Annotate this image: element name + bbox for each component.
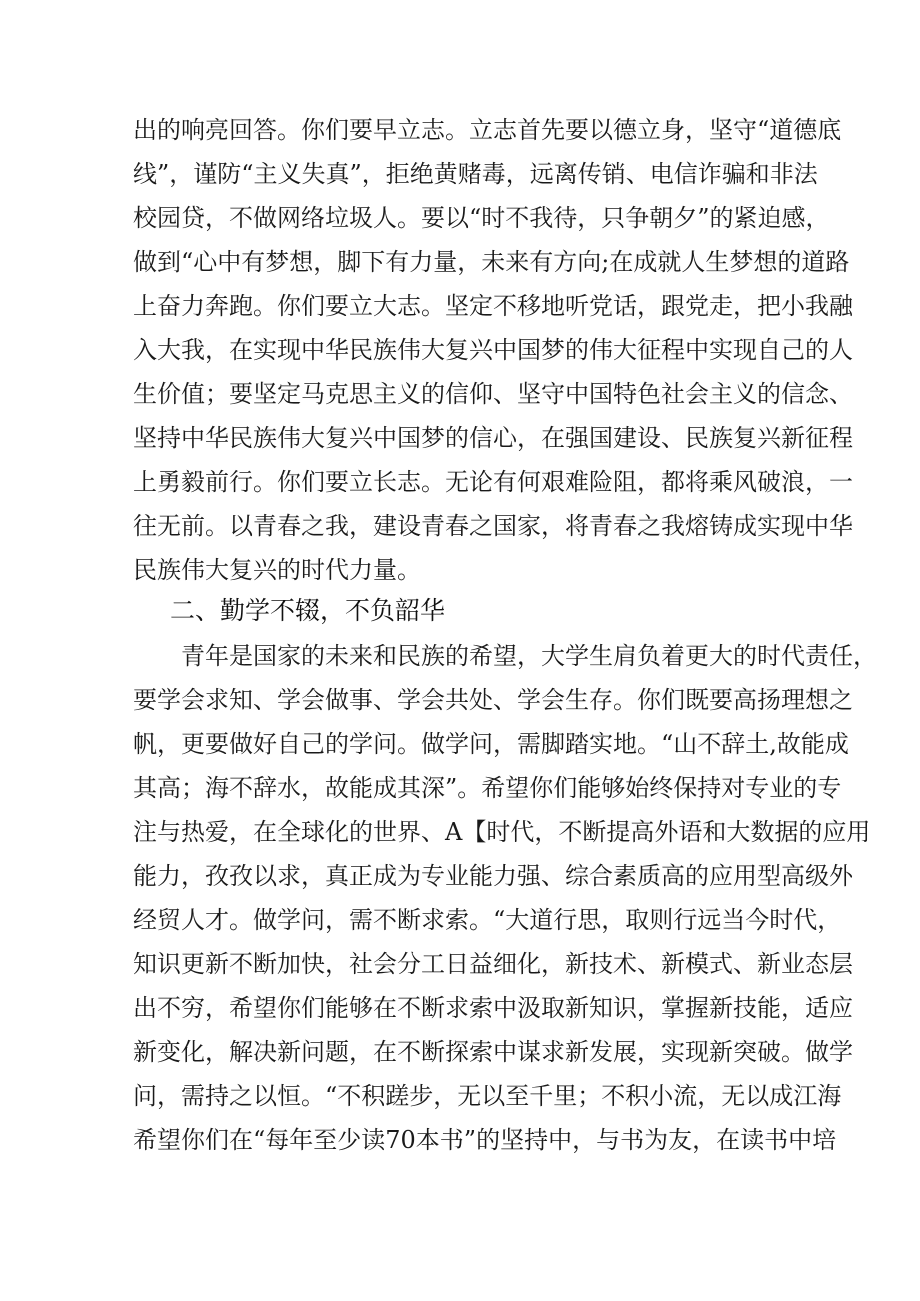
paragraph-line: 校园贷，不做网络垃圾人。要以“时不我待，只争朝夕”的紧迫感， xyxy=(133,204,830,232)
paragraph-line: 上勇毅前行。你们要立长志。无论有何艰难险阻，都将乘风破浪，一 xyxy=(133,468,853,496)
paragraph-line: 入大我，在实现中华民族伟大复兴中国梦的伟大征程中实现自己的人 xyxy=(133,336,853,364)
paragraph-line: 新变化，解决新问题，在不断探索中谋求新发展，实现新突破。做学 xyxy=(133,1038,853,1066)
paragraph-line: 能力，孜孜以求，真正成为专业能力强、综合素质高的应用型高级外 xyxy=(133,862,853,890)
paragraph-line: 往无前。以青春之我，建设青春之国家，将青春之我熔铸成实现中华 xyxy=(133,512,853,540)
paragraph-line: 做到“心中有梦想，脚下有力量，未来有方向;在成就人生梦想的道路 xyxy=(133,248,850,276)
paragraph-line: 出的响亮回答。你们要早立志。立志首先要以德立身，坚守“道德底 xyxy=(133,116,842,144)
paragraph-line: 知识更新不断加快，社会分工日益细化，新技术、新模式、新业态层 xyxy=(133,950,853,978)
paragraph-line: 坚持中华民族伟大复兴中国梦的信心，在强国建设、民族复兴新征程 xyxy=(133,424,853,452)
paragraph-line: 出不穷，希望你们能够在不断求索中汲取新知识，掌握新技能，适应 xyxy=(133,994,853,1022)
paragraph-line: 民族伟大复兴的时代力量。 xyxy=(133,556,421,584)
paragraph-line: 青年是国家的未来和民族的希望，大学生肩负着更大的时代责任， xyxy=(181,642,877,670)
paragraph-line: 希望你们在“每年至少读70本书”的坚持中，与书为友，在读书中培 xyxy=(133,1126,837,1154)
paragraph-line: 注与热爱，在全球化的世界、A【时代，不断提高外语和大数据的应用 xyxy=(133,818,871,846)
paragraph-line: 经贸人才。做学问，需不断求索。“大道行思，取则行远当今时代， xyxy=(133,906,842,934)
paragraph-line: 要学会求知、学会做事、学会共处、学会生存。你们既要高扬理想之 xyxy=(133,686,853,714)
section-heading: 二、勤学不辍，不负韶华 xyxy=(170,596,446,625)
paragraph-line: 上奋力奔跑。你们要立大志。坚定不移地听党话，跟党走，把小我融 xyxy=(133,292,853,320)
paragraph-line: 帆，更要做好自己的学问。做学问，需脚踏实地。“山不辞土,故能成 xyxy=(133,730,849,758)
paragraph-line: 线”，谨防“主义失真”，拒绝黄赌毒，远离传销、电信诈骗和非法 xyxy=(133,160,818,188)
paragraph-line: 生价值；要坚定马克思主义的信仰、坚守中国特色社会主义的信念、 xyxy=(133,380,853,408)
paragraph-line: 问，需持之以恒。“不积蹉步，无以至千里；不积小流，无以成江海 xyxy=(133,1082,842,1110)
paragraph-line: 其高；海不辞水，故能成其深”。希望你们能够始终保持对专业的专 xyxy=(133,774,842,802)
